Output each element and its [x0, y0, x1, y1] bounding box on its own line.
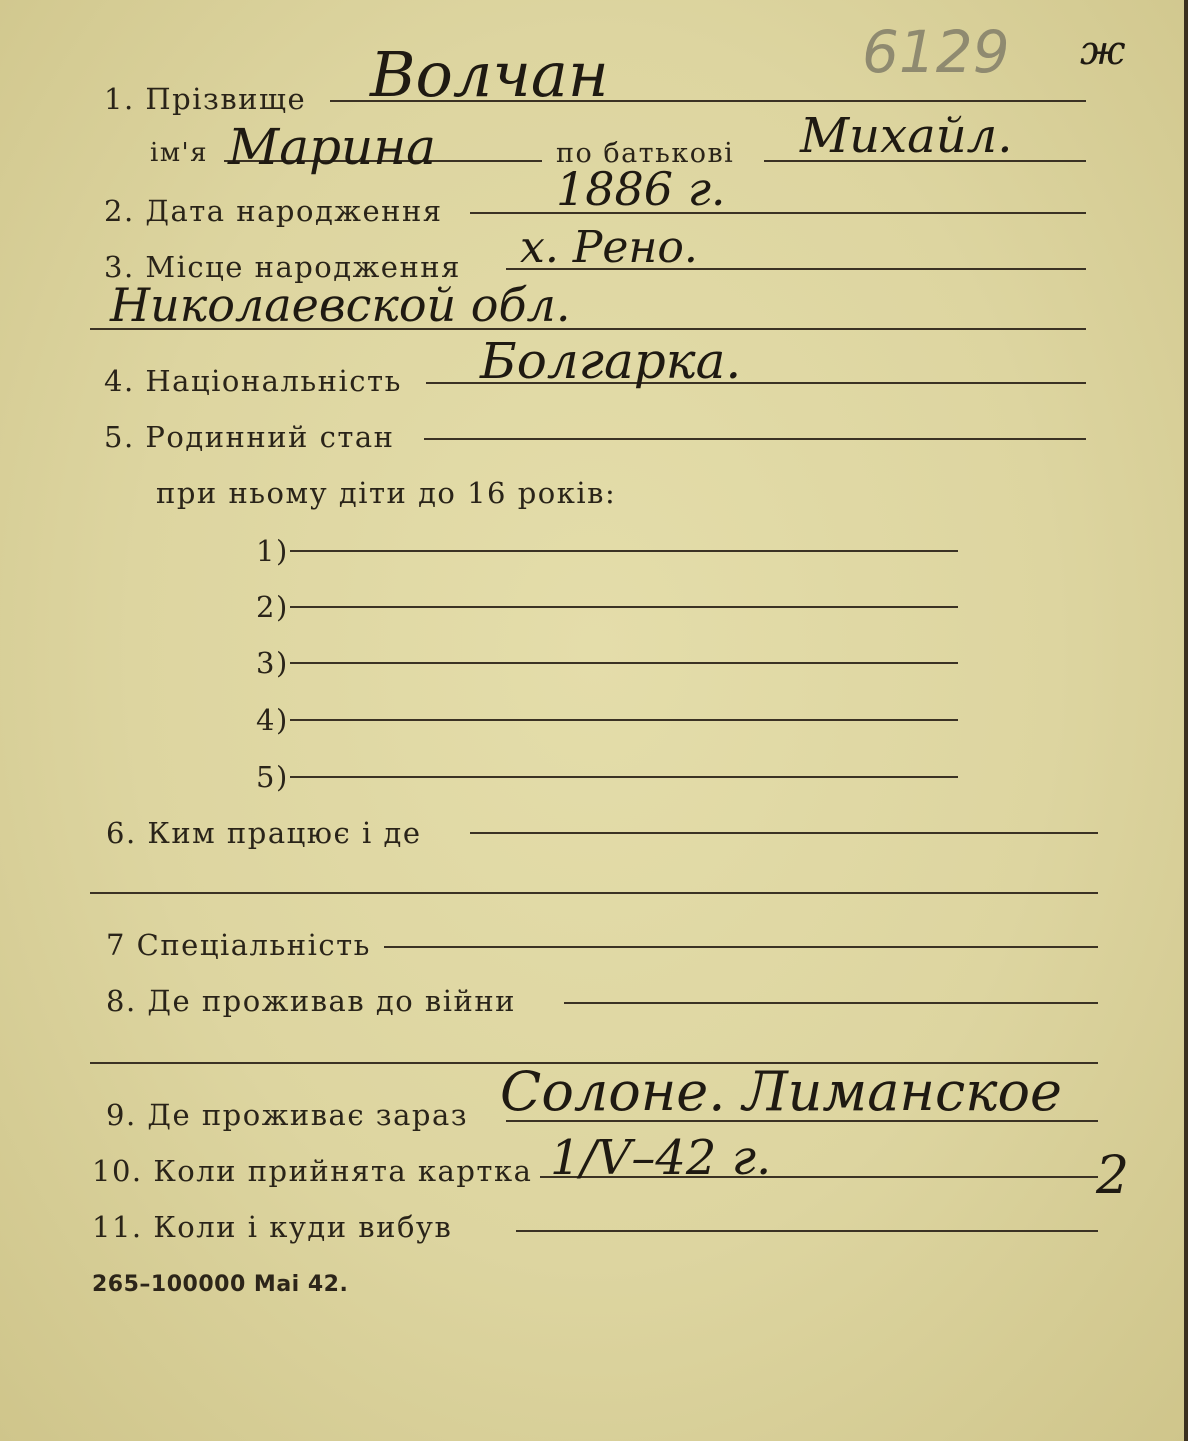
birth-place-label: 3. Місце народження	[104, 250, 461, 284]
patronymic-label: по батькові	[556, 138, 735, 169]
corner-mark: ж	[1080, 28, 1126, 74]
print-code: 265–100000 Маі 42.	[92, 1272, 349, 1297]
left-label: 11. Коли і куди вибув	[92, 1210, 453, 1244]
work-line	[470, 832, 1098, 834]
child-4-line	[290, 719, 958, 721]
birth-date-value: 1886 г.	[556, 162, 726, 216]
work-label: 6. Ким працює і де	[106, 816, 422, 850]
child-2-label: 2)	[256, 590, 289, 624]
prewar-label: 8. Де проживав до війни	[106, 984, 516, 1018]
child-3-line	[290, 662, 958, 664]
prewar-line	[564, 1002, 1098, 1004]
birth-date-label: 2. Дата народження	[104, 194, 443, 228]
card-number: 6129	[862, 18, 1010, 86]
nationality-label: 4. Національність	[104, 364, 402, 398]
current-value: Солоне. Лиманское	[500, 1060, 1062, 1123]
nationality-value: Болгарка.	[480, 332, 742, 390]
specialty-line	[384, 946, 1098, 948]
birth-place-value: х. Рено.	[520, 222, 698, 273]
child-1-line	[290, 550, 958, 552]
name-value: Марина	[228, 118, 436, 176]
card-edge	[1184, 0, 1188, 1441]
accepted-label: 10. Коли прийнята картка	[92, 1154, 533, 1188]
child-1-label: 1)	[256, 534, 289, 568]
child-3-label: 3)	[256, 646, 289, 680]
birth-place-value-2: Николаевской обл.	[110, 278, 571, 332]
surname-label: 1. Прізвище	[104, 82, 307, 116]
child-2-line	[290, 606, 958, 608]
work-line-2	[90, 892, 1098, 894]
surname-value: Волчан	[370, 38, 609, 111]
current-label: 9. Де проживає зараз	[106, 1098, 469, 1132]
marital-label: 5. Родинний стан	[104, 420, 395, 454]
child-5-line	[290, 776, 958, 778]
children-label: при ньому діти до 16 років:	[156, 476, 617, 510]
accepted-value: 1/V–42 г.	[550, 1130, 772, 1186]
child-5-label: 5)	[256, 760, 289, 794]
child-4-label: 4)	[256, 703, 289, 737]
patronymic-value: Михайл.	[800, 108, 1013, 164]
side-mark: 2	[1096, 1146, 1130, 1206]
name-label: ім'я	[150, 138, 209, 168]
left-line	[516, 1230, 1098, 1232]
specialty-label: 7 Спеціальність	[106, 928, 371, 962]
marital-line	[424, 438, 1086, 440]
